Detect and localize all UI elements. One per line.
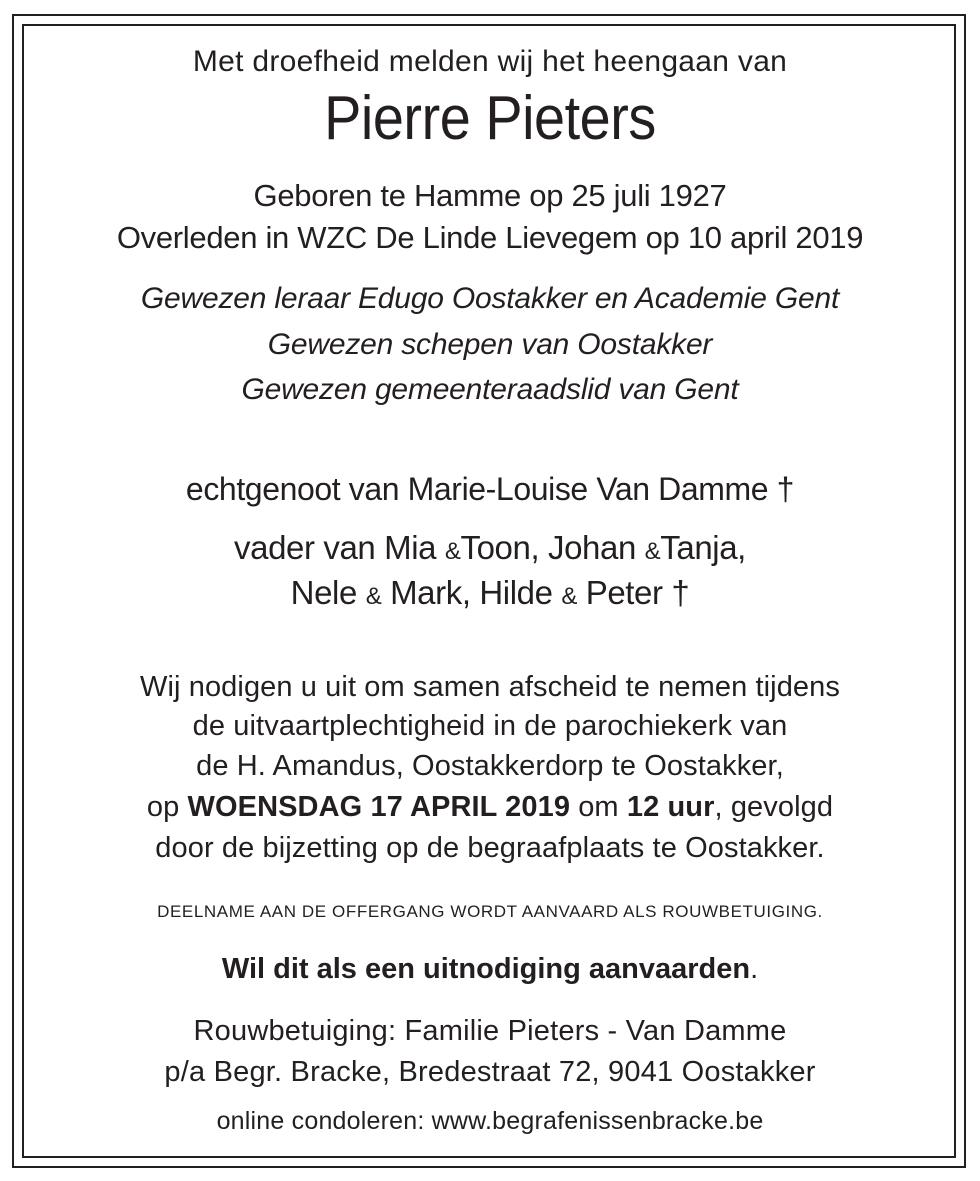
role-line: Gewezen leraar Edugo Oostakker en Academie Gent (140, 282, 840, 315)
ceremony-line: Wij nodigen u uit om samen afscheid te nemen tijdens (140, 671, 840, 703)
children-text: Toon, Johan (460, 529, 645, 566)
invitation-period: . (750, 953, 759, 985)
children-text: vader van Mia (234, 529, 445, 566)
ceremony-date-line (0, 793, 980, 822)
ceremony-text: op (146, 791, 188, 823)
death-line: Overleden in WZC De Linde Lievegem op 10 april 2019 (116, 220, 864, 255)
invitation-line (0, 955, 980, 984)
children-line-1 (0, 531, 980, 564)
children-text: Tanja, (660, 529, 746, 566)
children-line-2 (0, 576, 980, 609)
children-text: Nele (290, 574, 366, 611)
spouse-line: echtgenoot van Marie-Louise Van Damme † (185, 471, 795, 507)
role-line: Gewezen gemeenteraadslid van Gent (241, 373, 739, 406)
online-condolence: online condoleren: www.begrafenissenbracke.be (216, 1107, 764, 1135)
ceremony-text: om (570, 791, 627, 823)
ceremony-date: WOENSDAG 17 APRIL 2019 (187, 791, 571, 823)
condolence-line: Rouwbetuiging: Familie Pieters - Van Damme (193, 1015, 787, 1047)
children-text: Mark, Hilde (381, 574, 562, 611)
ceremony-time: 12 uur (626, 791, 715, 823)
ceremony-line: door de bijzetting op de begraafplaats te Oostakker. (155, 832, 825, 864)
birth-line: Geboren te Hamme op 25 juli 1927 (253, 178, 727, 213)
invitation-text: Wil dit als een uitnodiging aanvaarden (221, 953, 751, 985)
children-text: Peter † (576, 574, 690, 611)
deceased-name: Pierre Pieters (324, 84, 656, 153)
offering-note: DEELNAME AAN DE OFFERGANG WORDT AANVAARD ALS ROUWBETUIGING. (157, 902, 823, 921)
intro-text: Met droefheid melden wij het heengaan van (192, 45, 788, 78)
ampersand: & (444, 538, 461, 565)
role-line: Gewezen schepen van Oostakker (267, 328, 713, 361)
ceremony-line: de H. Amandus, Oostakkerdorp te Oostakker, (196, 750, 784, 782)
ampersand: & (561, 583, 577, 610)
condolence-address: p/a Begr. Bracke, Bredestraat 72, 9041 Oostakker (164, 1056, 816, 1088)
ceremony-text: , gevolgd (714, 791, 834, 823)
ceremony-line: de uitvaartplechtigheid in de parochiekerk van (192, 710, 788, 742)
ampersand: & (365, 583, 382, 610)
ampersand: & (644, 538, 661, 565)
